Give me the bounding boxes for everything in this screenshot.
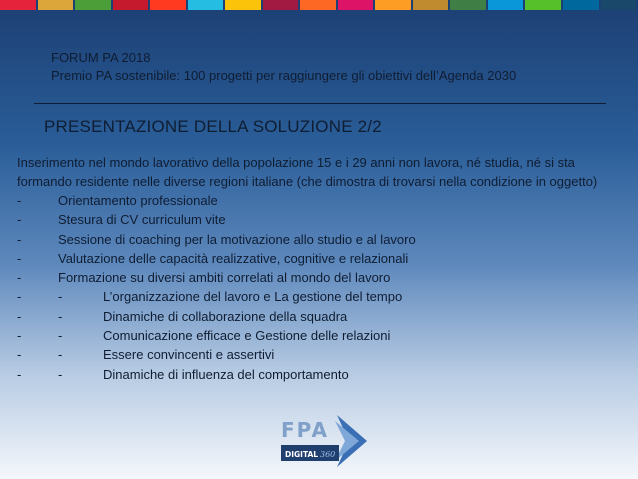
list-item (17, 230, 627, 249)
sub-list-dash: - (58, 366, 63, 382)
sub-list-item-text: Dinamiche di influenza del comportamento (103, 366, 349, 382)
list-item-text: Stesura di CV curriculum vite (58, 212, 226, 228)
sub-list-item (17, 287, 627, 306)
sub-list-item-text: Essere convincenti e assertivi (103, 347, 275, 363)
sub-list-item (17, 307, 627, 326)
list-dash: - (17, 250, 22, 266)
list-dash: - (17, 231, 22, 247)
list-item-text: Formazione su diversi ambiti correlati al mondo del lavoro (58, 270, 391, 286)
logo-brand-text: FPA (281, 418, 329, 442)
list-item (17, 249, 627, 268)
list-item-text: Orientamento professionale (58, 193, 218, 208)
sub-list-item-text: L’organizzazione del lavoro e La gestione del tempo (103, 289, 403, 305)
sub-list-item-text: Dinamiche di collaborazione della squadra (103, 308, 348, 324)
sdg-color-tile (601, 0, 637, 10)
sdg-color-tile (225, 0, 261, 10)
list-dash: - (17, 212, 22, 228)
slide-header (51, 49, 516, 85)
list-dash: - (17, 270, 22, 286)
sdg-color-tile (0, 0, 36, 10)
sdg-color-tile (338, 0, 374, 10)
sdg-color-tile (525, 0, 561, 10)
section-title: PRESENTAZIONE DELLA SOLUZIONE 2/2 (44, 117, 382, 136)
sub-list-dash: - (58, 328, 63, 344)
list-item (17, 268, 627, 287)
list-dash: - (17, 289, 22, 305)
header-award: Premio PA sostenibile: 100 progetti per raggiungere gli obiettivi dell’Agenda 2030 (51, 68, 517, 83)
fpa-digital360-logo (279, 413, 369, 469)
sdg-color-tile (38, 0, 74, 10)
sdg-color-tile (300, 0, 336, 10)
sub-list-item-text: Comunicazione efficace e Gestione delle relazioni (103, 328, 391, 344)
sub-list-item (17, 345, 627, 364)
sub-list-dash: - (58, 289, 63, 305)
header-event: FORUM PA 2018 (51, 50, 151, 65)
list-dash: - (17, 328, 22, 344)
sdg-color-tile (75, 0, 111, 10)
sdg-color-tile (563, 0, 599, 10)
sdg-color-tile (450, 0, 486, 10)
list-item-text: Sessione di coaching per la motivazione allo studio e al lavoro (58, 231, 416, 247)
list-item-text: Valutazione delle capacità realizzative, cognitive e relazionali (58, 250, 409, 266)
sub-list-dash: - (58, 308, 63, 324)
header-divider (34, 103, 606, 104)
sub-list-item (17, 326, 627, 345)
list-dash: - (17, 193, 22, 208)
sdg-color-tile (413, 0, 449, 10)
logo-sub-number: 360 (320, 450, 336, 459)
logo-sub-text: DIGITAL (285, 450, 319, 459)
sdg-color-tile (188, 0, 224, 10)
sdg-color-bar (0, 0, 638, 10)
list-item (17, 191, 627, 210)
intro-paragraph: Inserimento nel mondo lavorativo della popolazione 15 e i 29 anni non lavora, né studia, né si sta formando residente nelle diverse regioni italiane (che dimostra di trovarsi nella condizione in oggetto) (17, 155, 598, 189)
slide-body (17, 153, 627, 384)
sdg-color-tile (375, 0, 411, 10)
list-item (17, 210, 627, 229)
sub-list-item (17, 365, 627, 384)
list-dash: - (17, 366, 22, 382)
sdg-color-tile (488, 0, 524, 10)
sub-list-dash: - (58, 347, 63, 363)
sdg-color-tile (113, 0, 149, 10)
sdg-color-tile (150, 0, 186, 10)
list-dash: - (17, 308, 22, 324)
list-dash: - (17, 347, 22, 363)
sdg-color-tile (263, 0, 299, 10)
